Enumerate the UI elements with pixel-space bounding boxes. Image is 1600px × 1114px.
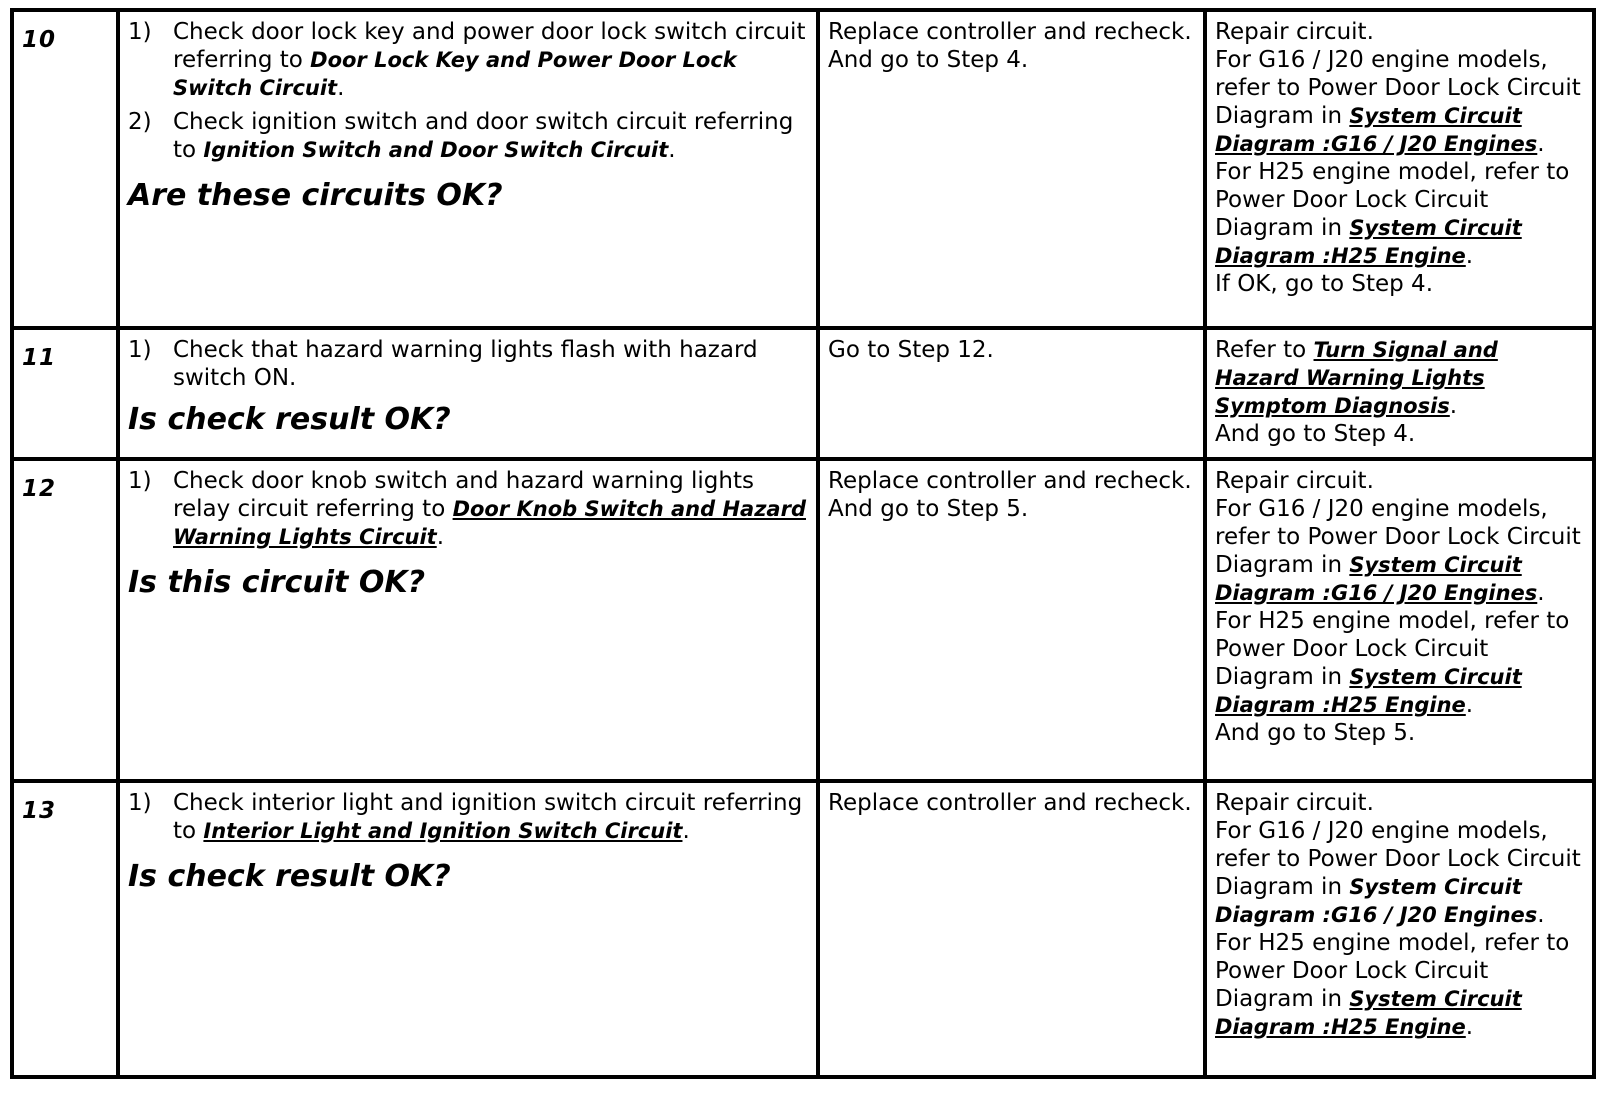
reference-link[interactable]: Door Lock Key and Power Door Lock Switch Circuit [173,48,737,100]
yes-cell [818,10,1205,328]
punctuation: . [436,524,445,550]
action-list [128,789,808,845]
h25-reference-link[interactable]: System Circuit Diagram :H25 Engine [1215,665,1522,717]
action-item [128,467,808,551]
yes-line: Replace controller and recheck. [828,468,1192,494]
yes-line: And go to Step 4. [828,47,1029,73]
punctuation: . [682,818,690,844]
action-cell [118,10,818,328]
no-h25-line: For H25 engine model, refer to Power Door Lock Circuit Diagram in System Circuit Diagram :H25 Engine. [1215,930,1570,1040]
yes-line: Replace controller and recheck. [828,19,1192,45]
reference-link[interactable]: Door Knob Switch and Hazard Warning Lights Circuit [173,497,806,549]
action-text: Check door lock key and power door lock switch circuit referring to [173,19,806,73]
step-row-12 [12,459,1594,781]
action-cell [118,328,818,459]
no-cell [1205,781,1594,1077]
action-number: 1) [128,790,152,816]
no-cell [1205,459,1594,781]
step-question: Is this circuit OK? [128,565,425,600]
h25-text: For H25 engine model, refer to Power Door Lock Circuit Diagram in [1215,930,1570,1012]
h25-reference-link[interactable]: System Circuit Diagram :H25 Engine [1215,987,1522,1039]
no-h25-line: For H25 engine model, refer to Power Door Lock Circuit Diagram in System Circuit Diagram :H25 Engine. [1215,608,1570,718]
action-number: 1) [128,468,152,494]
step-row-11 [12,328,1594,459]
punctuation: . [668,137,676,163]
yes-line: Go to Step 12. [828,337,994,363]
action-cell [118,459,818,781]
action-text: Check interior light and ignition switch circuit referring to [173,790,803,844]
punctuation: . [337,75,345,101]
no-g16-line: For G16 / J20 engine models, refer to Power Door Lock Circuit Diagram in System Circuit Diagram :G16 / J20 Engines. [1215,818,1581,928]
no-g16-line: For G16 / J20 engine models, refer to Power Door Lock Circuit Diagram in System Circuit Diagram :G16 / J20 Engines. [1215,496,1581,606]
no-tail: And go to Step 5. [1215,720,1416,746]
no-g16-line: For G16 / J20 engine models, refer to Power Door Lock Circuit Diagram in System Circuit Diagram :G16 / J20 Engines. [1215,47,1581,157]
yes-cell [818,781,1205,1077]
action-item [128,108,808,164]
g16-reference-link[interactable]: System Circuit Diagram :G16 / J20 Engines [1215,553,1538,605]
turn-signal-reference-link[interactable]: Turn Signal and Hazard Warning Lights Symptom Diagnosis [1215,338,1498,418]
yes-cell [818,459,1205,781]
g16-text: For G16 / J20 engine models, refer to Power Door Lock Circuit Diagram in [1215,818,1581,900]
g16-reference-link[interactable]: System Circuit Diagram :G16 / J20 Engines [1215,104,1538,156]
action-item [128,789,808,845]
action-list [128,18,808,164]
no-lead: Refer to [1215,337,1314,363]
h25-text: For H25 engine model, refer to Power Door Lock Circuit Diagram in [1215,159,1570,241]
no-tail: And go to Step 4. [1215,421,1416,447]
no-lead: Repair circuit. [1215,790,1374,816]
no-lead: Repair circuit. [1215,468,1374,494]
action-number: 1) [128,337,152,363]
step-number: 12 [12,459,118,781]
g16-text: For G16 / J20 engine models, refer to Power Door Lock Circuit Diagram in [1215,47,1581,129]
no-cell [1205,328,1594,459]
action-text: Check that hazard warning lights flash with hazard switch ON. [173,337,758,391]
action-item [128,336,808,392]
yes-line: And go to Step 5. [828,496,1029,522]
no-refer-line: Refer to Turn Signal and Hazard Warning Lights Symptom Diagnosis. [1215,337,1498,419]
action-item [128,18,808,102]
step-row-10 [12,10,1594,328]
step-number: 13 [12,781,118,1077]
step-number: 11 [12,328,118,459]
h25-reference-link[interactable]: System Circuit Diagram :H25 Engine [1215,216,1522,268]
step-question: Are these circuits OK? [128,178,503,213]
no-lead: Repair circuit. [1215,19,1374,45]
action-text: Check ignition switch and door switch circuit referring to [173,109,794,163]
action-number: 2) [128,109,152,135]
step-row-13 [12,781,1594,1077]
yes-cell [818,328,1205,459]
action-text: Check door knob switch and hazard warning lights relay circuit referring to [173,468,754,522]
step-number: 10 [12,10,118,328]
g16-reference-link[interactable]: System Circuit Diagram :G16 / J20 Engines [1215,875,1538,927]
step-question: Is check result OK? [128,402,451,437]
no-h25-line: For H25 engine model, refer to Power Door Lock Circuit Diagram in System Circuit Diagram :H25 Engine. [1215,159,1570,269]
action-list [128,336,808,392]
g16-text: For G16 / J20 engine models, refer to Power Door Lock Circuit Diagram in [1215,496,1581,578]
action-list [128,467,808,551]
step-question: Is check result OK? [128,859,451,894]
action-number: 1) [128,19,152,45]
yes-line: Replace controller and recheck. [828,790,1192,816]
reference-link[interactable]: Interior Light and Ignition Switch Circuit [203,819,683,843]
diagnosis-steps-table [10,8,1596,1079]
reference-link[interactable]: Ignition Switch and Door Switch Circuit [203,138,669,162]
no-tail: If OK, go to Step 4. [1215,271,1434,297]
h25-text: For H25 engine model, refer to Power Door Lock Circuit Diagram in [1215,608,1570,690]
action-cell [118,781,818,1077]
no-cell [1205,10,1594,328]
